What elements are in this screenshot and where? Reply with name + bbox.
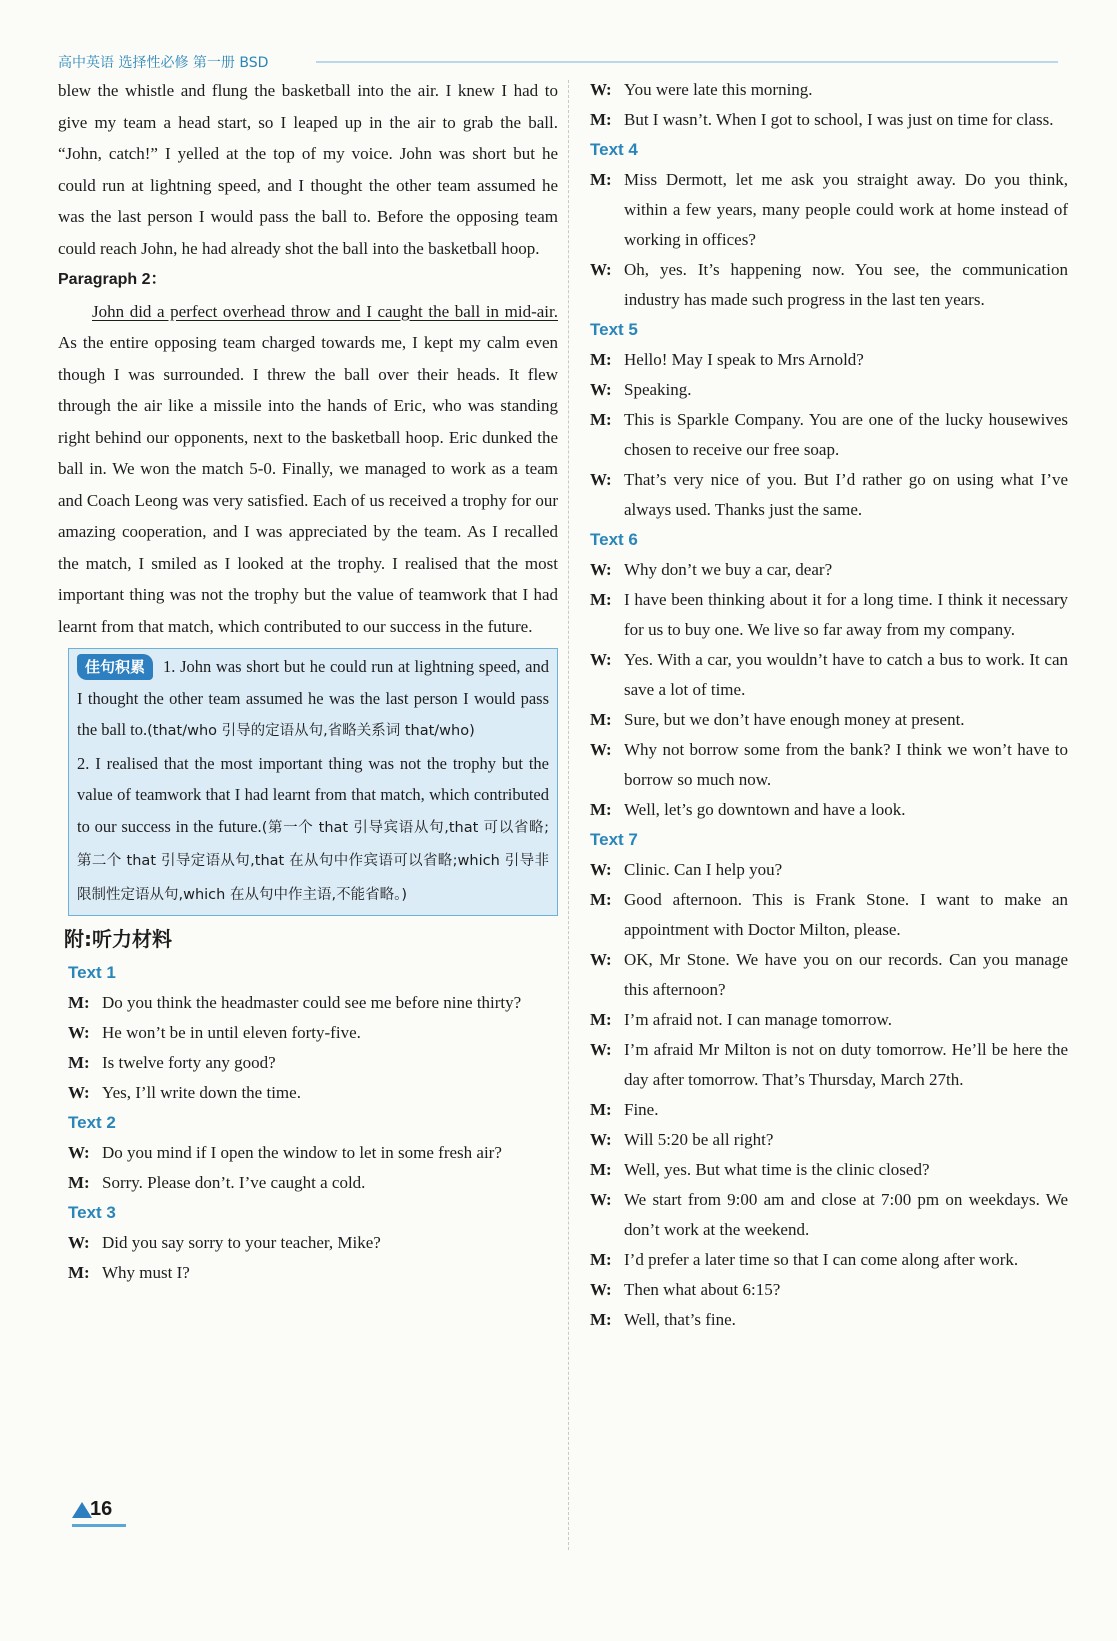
utterance: Then what about 6:15? — [624, 1280, 781, 1299]
box-item-2-note: (第一个 that 引导宾语从句,that 可以省略;第二个 that 引导定语从句,that 在从句中作宾语可以省略;which 引导非限制性定语从句,which 在从句中作主语,不能省略。) — [77, 819, 550, 903]
speaker-label: W: — [590, 740, 612, 759]
book-title: 高中英语 选择性必修 第一册 BSD — [58, 55, 269, 71]
page-number-badge — [72, 1498, 128, 1528]
speaker-label: W: — [590, 650, 612, 669]
speaker-label: W: — [590, 560, 612, 579]
speaker-label: W: — [590, 1190, 612, 1209]
dialogue-line — [590, 1095, 1068, 1125]
speaker-label: W: — [590, 950, 612, 969]
dialogue-line — [590, 465, 1068, 525]
dialogue-line — [590, 735, 1068, 795]
listening-texts-right — [580, 135, 1068, 1335]
speaker-label: M: — [590, 1310, 612, 1329]
utterance: Is twelve forty any good? — [102, 1053, 276, 1072]
speaker-label: M: — [590, 350, 612, 369]
speaker-label: W: — [590, 1040, 612, 1059]
dialogue-line — [590, 165, 1068, 255]
utterance: Well, yes. But what time is the clinic closed? — [624, 1160, 930, 1179]
dialogue-line — [590, 645, 1068, 705]
header-rule — [316, 61, 1058, 63]
speaker-label: M: — [590, 1160, 612, 1179]
speaker-label: M: — [590, 170, 612, 189]
utterance: Yes, I’ll write down the time. — [102, 1083, 301, 1102]
dialogue-line — [68, 1228, 558, 1258]
utterance: OK, Mr Stone. We have you on our records. Can you manage this afternoon? — [624, 950, 1068, 999]
speaker-label: M: — [590, 1250, 612, 1269]
utterance: We start from 9:00 am and close at 7:00 pm on weekdays. We don’t work at the weekend. — [624, 1190, 1068, 1239]
speaker-label: W: — [68, 1083, 90, 1102]
speaker-label: M: — [590, 110, 612, 129]
page-number-underline — [72, 1524, 126, 1527]
dialogue-line — [590, 1155, 1068, 1185]
utterance: Miss Dermott, let me ask you straight away. Do you think, within a few years, many people could work at home instead of working in offices? — [624, 170, 1068, 249]
utterance: Sure, but we don’t have enough money at present. — [624, 710, 965, 729]
utterance: Fine. — [624, 1100, 659, 1119]
utterance: Why not borrow some from the bank? I think we won’t have to borrow so much now. — [624, 740, 1068, 789]
speaker-label: W: — [590, 860, 612, 879]
box-item-1-note: (that/who 引导的定语从句,省略关系词 that/who) — [147, 723, 475, 739]
utterance: Will 5:20 be all right? — [624, 1130, 774, 1149]
box-item-1-en: 1. John was short but he could run at lightning speed, and I thought the other team assumed he was the last person I would pass the ball to. — [77, 657, 549, 739]
dialogue-line — [590, 555, 1068, 585]
utterance: Clinic. Can I help you? — [624, 860, 783, 879]
column-divider — [568, 80, 569, 1550]
speaker-label: W: — [590, 380, 612, 399]
box-item-2 — [77, 748, 549, 912]
dialogue-line — [590, 105, 1068, 135]
utterance: But I wasn’t. When I got to school, I was just on time for class. — [624, 110, 1054, 129]
speaker-label: W: — [68, 1233, 90, 1252]
dialogue-line — [68, 1168, 558, 1198]
speaker-label: M: — [590, 410, 612, 429]
utterance: Good afternoon. This is Frank Stone. I want to make an appointment with Doctor Milton, please. — [624, 890, 1068, 939]
dialogue-line — [590, 1185, 1068, 1245]
utterance: This is Sparkle Company. You are one of the lucky housewives chosen to receive our free soap. — [624, 410, 1068, 459]
utterance: Oh, yes. It’s happening now. You see, the communication industry has made such progress in the last ten years. — [624, 260, 1068, 309]
dialogue-line — [590, 945, 1068, 1005]
dialogue-line — [590, 1275, 1068, 1305]
utterance: Do you mind if I open the window to let in some fresh air? — [102, 1143, 502, 1162]
box-item-1 — [77, 651, 549, 748]
utterance: I’d prefer a later time so that I can come along after work. — [624, 1250, 1019, 1269]
dialogue-line — [590, 375, 1068, 405]
dialogue-line — [590, 255, 1068, 315]
speaker-label: W: — [590, 260, 612, 279]
speaker-label: M: — [590, 1010, 612, 1029]
dialogue-line — [68, 1018, 558, 1048]
utterance: Yes. With a car, you wouldn’t have to catch a bus to work. It can save a lot of time. — [624, 650, 1068, 699]
speaker-label: W: — [68, 1143, 90, 1162]
speaker-label: M: — [590, 890, 612, 909]
good-sentences-badge: 佳句积累 — [77, 654, 153, 680]
listening-text-label: Text 6 — [590, 530, 638, 549]
speaker-label: M: — [590, 800, 612, 819]
dialogue-line — [68, 1048, 558, 1078]
speaker-label: W: — [590, 1280, 612, 1299]
dialogue-line — [590, 1035, 1068, 1095]
speaker-label: W: — [68, 1023, 90, 1042]
dialogue-line — [590, 585, 1068, 645]
speaker-label: W: — [590, 1130, 612, 1149]
page-header — [58, 52, 1058, 72]
utterance: He won’t be in until eleven forty-five. — [102, 1023, 361, 1042]
text-3-continued — [580, 75, 1068, 135]
listening-text-label: Text 7 — [590, 830, 638, 849]
speaker-label: M: — [68, 1173, 90, 1192]
listening-text-label: Text 3 — [68, 1203, 116, 1222]
listening-text-label: Text 2 — [68, 1113, 116, 1132]
listening-text-label: Text 4 — [590, 140, 638, 159]
utterance: Did you say sorry to your teacher, Mike? — [102, 1233, 381, 1252]
listening-text-label: Text 1 — [68, 963, 116, 982]
dialogue-line — [590, 1125, 1068, 1155]
listening-texts-left — [58, 958, 558, 1288]
utterance: Do you think the headmaster could see me before nine thirty? — [102, 993, 522, 1012]
paragraph-2-label: Paragraph 2： — [58, 271, 167, 288]
utterance: Well, that’s fine. — [624, 1310, 736, 1329]
dialogue-line — [590, 405, 1068, 465]
dialogue-line — [68, 1258, 558, 1288]
utterance: I’m afraid not. I can manage tomorrow. — [624, 1010, 892, 1029]
utterance: Well, let’s go downtown and have a look. — [624, 800, 906, 819]
dialogue-line — [590, 1005, 1068, 1035]
left-column — [58, 75, 558, 1288]
dialogue-line — [68, 988, 558, 1018]
utterance: Why don’t we buy a car, dear? — [624, 560, 833, 579]
box-item-2-en: 2. I realised that the most important thing was not the trophy but the value of teamwork that I had learnt from that match, which contributed to our success in the future. — [77, 753, 549, 836]
dialogue-line — [590, 795, 1068, 825]
speaker-label: M: — [68, 993, 90, 1012]
utterance: I’m afraid Mr Milton is not on duty tomorrow. He’ll be here the day after tomorrow. That’s Thursday, March 27th. — [624, 1040, 1068, 1089]
utterance: Why must I? — [102, 1263, 190, 1282]
speaker-label: M: — [590, 590, 612, 609]
dialogue-line — [590, 75, 1068, 105]
dialogue-line — [590, 705, 1068, 735]
dialogue-line — [68, 1078, 558, 1108]
page-marker-icon — [72, 1502, 92, 1518]
utterance: Sorry. Please don’t. I’ve caught a cold. — [102, 1173, 366, 1192]
dialogue-line — [590, 345, 1068, 375]
utterance: You were late this morning. — [624, 80, 813, 99]
listening-section-title: 附:听力材料 — [64, 927, 172, 951]
dialogue-line — [68, 1138, 558, 1168]
listening-text-label: Text 5 — [590, 320, 638, 339]
right-column — [580, 75, 1068, 1335]
dialogue-line — [590, 885, 1068, 945]
paragraph-2-body: As the entire opposing team charged towards me, I kept my calm even though I was surrounded. I threw the ball over their heads. It flew through the air like a missile into the hands of Eric, who was standing right behind our opponents, next to the basketball hoop. Eric dunked the ball in. We won the match 5-0. Finally, we managed to work as a team and Coach Leong was very satisfied. Each of us received a trophy for our amazing cooperation, and I was appreciated by the team. As I recalled the match, I smiled as I looked at the trophy. I realised that the most important thing was not the trophy but the value of teamwork that I had learnt from that match, which contributed to our success in the future. — [58, 333, 558, 636]
utterance: I have been thinking about it for a long time. I think it necessary for us to buy one. We live so far away from my company. — [624, 590, 1068, 639]
page-number: 16 — [90, 1498, 113, 1520]
story-paragraph-1: blew the whistle and flung the basketball into the air. I knew I had to give my team a head start, so I leaped up in the air to grab the ball. “John, catch!” I yelled at the top of my voice. John was short but he could run at lightning speed, and I thought the other team assumed he was the last person I would pass the ball to. Before the opposing team could reach John, he had already shot the ball into the basketball hoop. — [58, 81, 558, 258]
speaker-label: M: — [68, 1053, 90, 1072]
speaker-label: M: — [590, 710, 612, 729]
speaker-label: M: — [590, 1100, 612, 1119]
utterance: Hello! May I speak to Mrs Arnold? — [624, 350, 864, 369]
story-paragraph-2 — [58, 296, 558, 643]
good-sentences-box — [68, 648, 558, 916]
underlined-sentence: John did a perfect overhead throw and I caught the ball in mid-air. — [92, 301, 558, 321]
utterance: That’s very nice of you. But I’d rather go on using what I’ve always used. Thanks just the same. — [624, 470, 1068, 519]
speaker-label: M: — [68, 1263, 90, 1282]
speaker-label: W: — [590, 80, 612, 99]
dialogue-line — [590, 1245, 1068, 1275]
dialogue-line — [590, 855, 1068, 885]
dialogue-line — [590, 1305, 1068, 1335]
speaker-label: W: — [590, 470, 612, 489]
utterance: Speaking. — [624, 380, 692, 399]
